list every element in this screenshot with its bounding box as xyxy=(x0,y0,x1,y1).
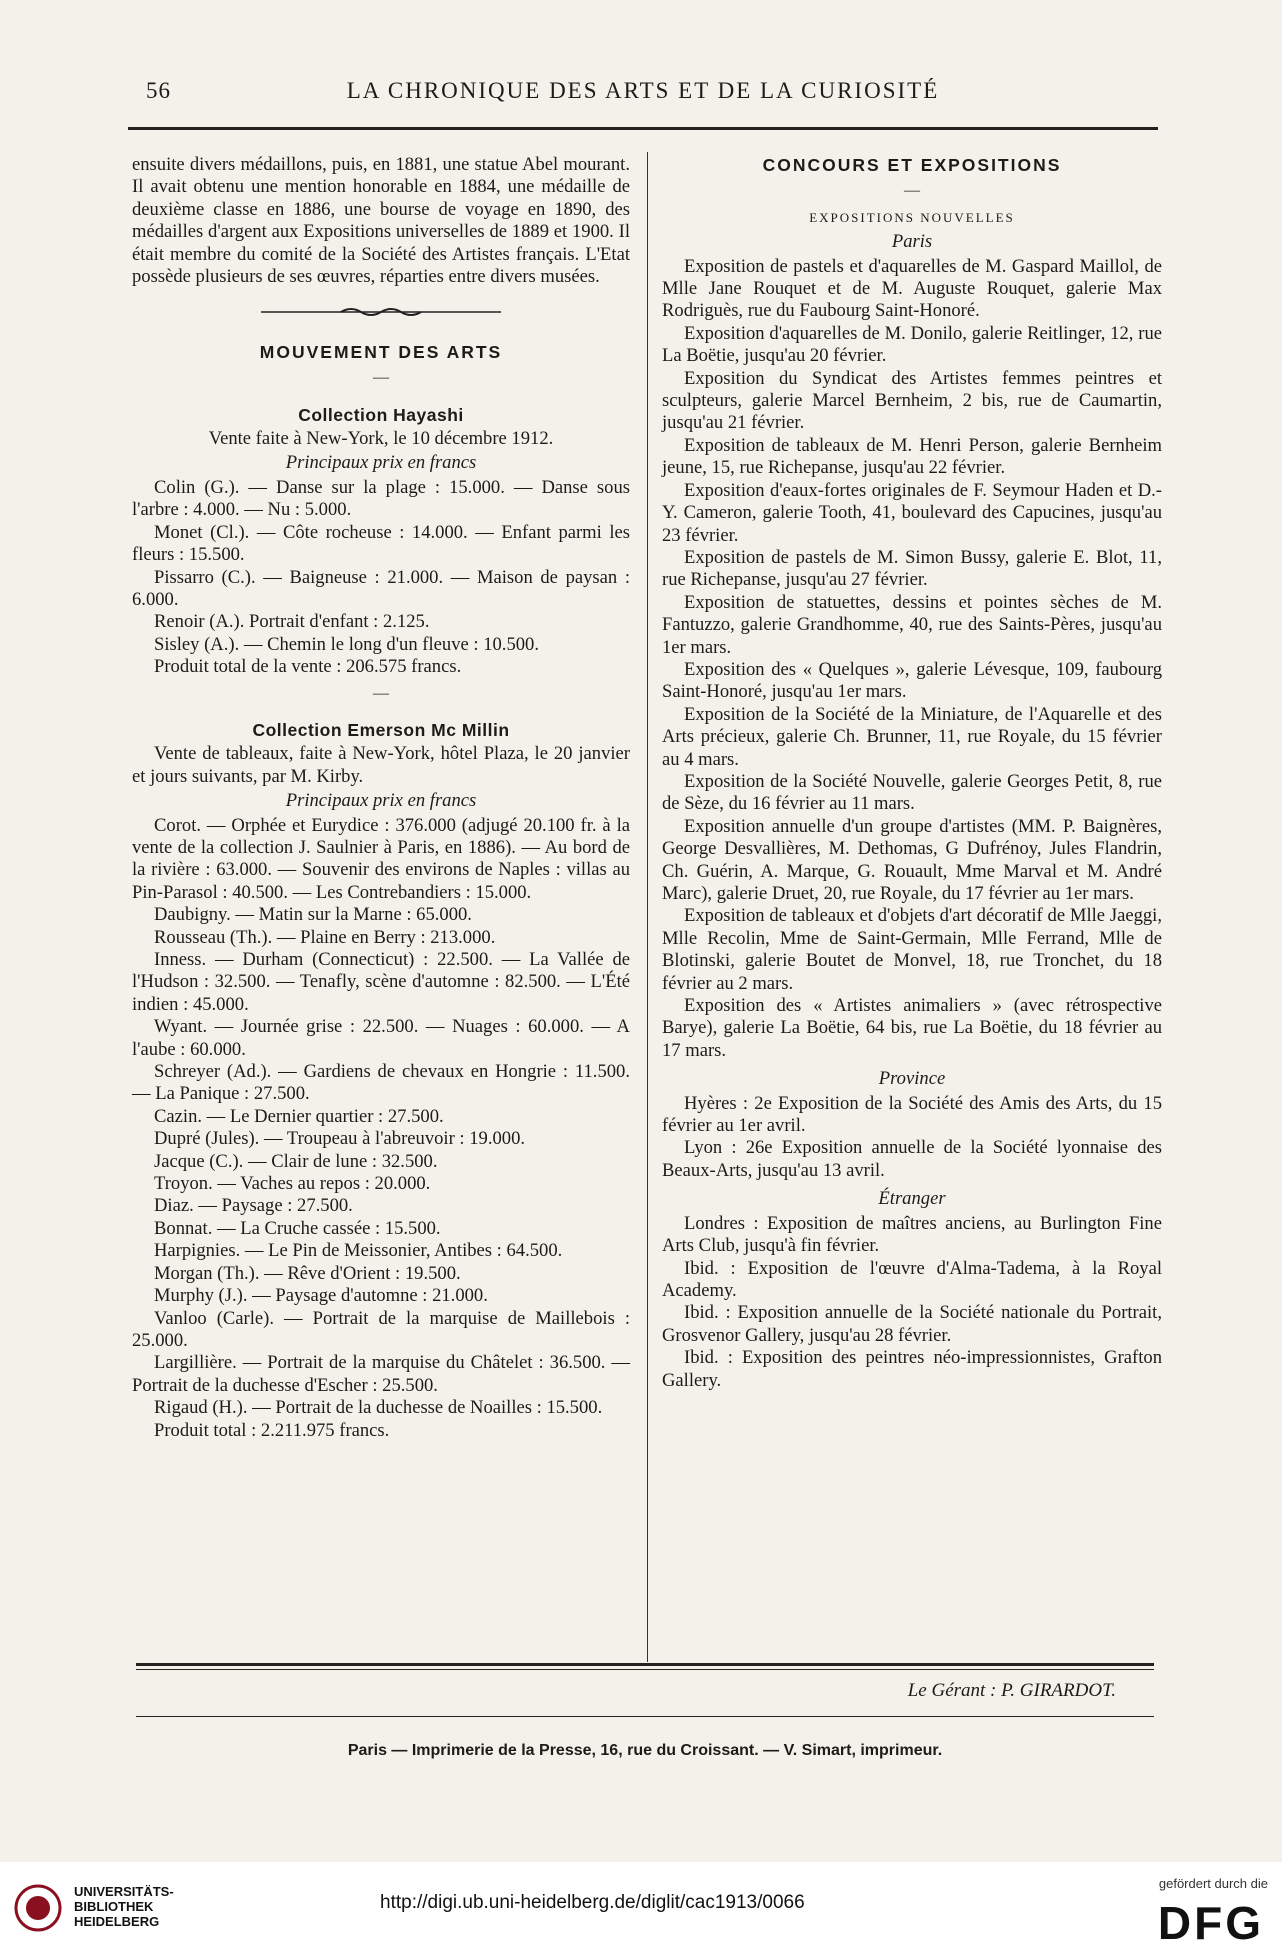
exhibition-entry: Ibid. : Exposition des peintres néo-impressionnistes, Grafton Gallery. xyxy=(662,1347,1162,1391)
price-entry: Troyon. — Vaches au repos : 20.000. xyxy=(154,1173,431,1195)
mcmillin-total: Produit total : 2.211.975 francs. xyxy=(154,1419,390,1441)
exhibition-entry: Exposition d'eaux-fortes originales de F. Seymour Haden et D.-Y. Cameron, galerie Tooth, 41, boulevard des Capucines, jusqu'au 23 février. xyxy=(662,479,1162,546)
section-title-concours: CONCOURS ET EXPOSITIONS xyxy=(762,155,1062,175)
library-line: BIBLIOTHEK xyxy=(74,1899,154,1914)
flourish-icon xyxy=(261,306,501,318)
library-name xyxy=(74,1884,174,1929)
exhibition-entry: Exposition de la Société Nouvelle, galerie Georges Petit, 8, rue de Sèze, du 16 février au 11 mars. xyxy=(662,770,1162,815)
collection-mcmillin-title: Collection Emerson Mc Millin xyxy=(252,719,510,740)
exhibition-entry: Exposition de tableaux de M. Henri Person, galerie Bernheim jeune, 15, rue Richepanse, jusqu'au 22 février. xyxy=(662,434,1162,479)
price-entry: Colin (G.). — Danse sur la plage : 15.000. — Danse sous l'arbre : 4.000. — Nu : 5.000. xyxy=(132,476,630,521)
ornament-divider xyxy=(132,302,630,324)
exhibition-entry: Lyon : 26e Exposition annuelle de la Société lyonnaise des Beaux-Arts, jusqu'au 13 avril. xyxy=(662,1137,1162,1181)
mcmillin-sale-info: Vente de tableaux, faite à New-York, hôtel Plaza, le 20 janvier et jours suivants, par M. Kirby. xyxy=(132,743,630,787)
university-seal-icon xyxy=(14,1884,62,1937)
price-entry: Cazin. — Le Dernier quartier : 27.500. xyxy=(154,1105,444,1127)
price-entry: Morgan (Th.). — Rêve d'Orient : 19.500. xyxy=(154,1262,461,1284)
header-rule xyxy=(128,127,1158,130)
funded-by-label: gefördert durch die xyxy=(1158,1876,1268,1891)
subsection-expositions: EXPOSITIONS NOUVELLES xyxy=(809,209,1015,225)
price-entry: Monet (Cl.). — Côte rocheuse : 14.000. — Enfant parmi les fleurs : 15.500. xyxy=(132,521,630,566)
section-title-mouvement: MOUVEMENT DES ARTS xyxy=(259,341,503,362)
mcmillin-subtitle: Principaux prix en francs xyxy=(285,790,477,812)
imprint-rule xyxy=(136,1716,1154,1717)
exhibition-entry: Exposition annuelle d'un groupe d'artistes (MM. P. Baignères, George Desvallières, M. Dethomas, G Dufrénoy, Jules Flandrin, Ch. Guérin, A. Marque, G. Rouault, Mme Marval et M. André Marc), galerie Druet, 20, rue Royale, du 17 février au 1er mars. xyxy=(662,815,1162,904)
price-entry: Pissarro (C.). — Baigneuse : 21.000. — Maison de paysan : 6.000. xyxy=(132,566,630,610)
price-entry: Bonnat. — La Cruche cassée : 15.500. xyxy=(154,1217,441,1239)
library-line: UNIVERSITÄTS- xyxy=(74,1884,174,1899)
exhibition-entry: Exposition de statuettes, dessins et pointes sèches de M. Fantuzzo, galerie Grandhomme, 40, rue des Saints-Pères, jusqu'au 1er mars. xyxy=(662,591,1162,658)
price-entry: Renoir (A.). Portrait d'enfant : 2.125. xyxy=(154,611,430,633)
exhibition-entry: Londres : Exposition de maîtres anciens, au Burlington Fine Arts Club, jusqu'à fin février. xyxy=(662,1212,1162,1257)
dash-divider: — xyxy=(904,182,920,200)
gerant-signature: Le Gérant : P. GIRARDOT. xyxy=(907,1680,1116,1701)
library-line: HEIDELBERG xyxy=(74,1914,160,1929)
price-entry: Sisley (A.). — Chemin le long d'un fleuve : 10.500. xyxy=(154,633,539,655)
price-entry: Inness. — Durham (Connecticut) : 22.500. — La Vallée de l'Hudson : 32.500. — Tenafly, scène d'automne : 82.500. — L'Été indien : 45.000. xyxy=(132,949,630,1015)
end-rule xyxy=(136,1663,1154,1666)
price-entry: Dupré (Jules). — Troupeau à l'abreuvoir : 19.000. xyxy=(154,1128,526,1150)
left-column xyxy=(132,154,630,1442)
exhibition-entry: Exposition du Syndicat des Artistes femmes peintres et sculpteurs, galerie Marcel Bernheim, 2 bis, rue de Caumartin, jusqu'au 21 février. xyxy=(662,367,1162,434)
exhibition-entry: Ibid. : Exposition de l'œuvre d'Alma-Tadema, à la Royal Academy. xyxy=(662,1257,1162,1301)
price-entry: Vanloo (Carle). — Portrait de la marquise de Maillebois : 25.000. xyxy=(132,1307,630,1351)
price-entry: Murphy (J.). — Paysage d'automne : 21.000. xyxy=(154,1285,488,1307)
running-title: LA CHRONIQUE DES ARTS ET DE LA CURIOSITÉ xyxy=(346,78,940,103)
dash-divider: — xyxy=(373,684,389,702)
permalink-url[interactable]: http://digi.ub.uni-heidelberg.de/diglit/cac1913/0066 xyxy=(380,1892,805,1913)
page-number: 56 xyxy=(146,78,171,103)
end-rule xyxy=(136,1669,1154,1670)
heading-province: Province xyxy=(878,1068,946,1090)
digitization-footer xyxy=(0,1862,1282,1954)
price-entry: Jacque (C.). — Clair de lune : 32.500. xyxy=(154,1150,438,1172)
exhibition-entry: Exposition de la Société de la Miniature, de l'Aquarelle et des Arts précieux, galerie Ch. Brunner, 11, rue Royale, du 15 février au 4 mars. xyxy=(662,703,1162,770)
collection-hayashi-title: Collection Hayashi xyxy=(298,404,464,425)
exhibition-entry: Ibid. : Exposition annuelle de la Société nationale du Portrait, Grosvenor Gallery, jusqu'au 28 février. xyxy=(662,1302,1162,1346)
hayashi-subtitle: Principaux prix en francs xyxy=(285,452,477,474)
price-entry: Wyant. — Journée grise : 22.500. — Nuages : 60.000. — A l'aube : 60.000. xyxy=(132,1016,630,1060)
price-entry: Rousseau (Th.). — Plaine en Berry : 213.000. xyxy=(154,926,496,948)
running-header xyxy=(128,78,1158,108)
column-divider xyxy=(647,152,648,1662)
obituary-continuation: ensuite divers médaillons, puis, en 1881, une statue Abel mourant. Il avait obtenu une mention honorable en 1884, une médaille de deuxième classe en 1886, une bourse de voyage en 1890, des médailles d'argent aux Expositions universelles de 1889 et 1900. Il était membre du comité de la Société des Artistes français. L'Etat possède plusieurs de ses œuvres, réparties entre divers musées. xyxy=(132,154,630,288)
exhibition-entry: Exposition de pastels et d'aquarelles de M. Gaspard Maillol, de Mlle Jane Rouquet et de M. Auguste Rouquet, galerie Max Rodriguès, rue du Faubourg Saint-Honoré. xyxy=(662,255,1162,322)
hayashi-total: Produit total de la vente : 206.575 francs. xyxy=(154,656,462,678)
price-entry: Daubigny. — Matin sur la Marne : 65.000. xyxy=(154,904,472,926)
price-entry: Harpignies. — Le Pin de Meissonier, Antibes : 64.500. xyxy=(154,1240,563,1262)
heading-paris: Paris xyxy=(891,231,933,253)
dfg-logo: DFG xyxy=(1157,1897,1264,1949)
price-entry: Diaz. — Paysage : 27.500. xyxy=(154,1195,353,1217)
price-entry: Rigaud (H.). — Portrait de la duchesse de Noailles : 15.500. xyxy=(154,1397,603,1419)
hayashi-sale-info: Vente faite à New-York, le 10 décembre 1912. xyxy=(208,428,554,450)
price-entry: Schreyer (Ad.). — Gardiens de chevaux en Hongrie : 11.500. — La Panique : 27.500. xyxy=(132,1061,630,1105)
right-column xyxy=(662,154,1162,1392)
exhibition-entry: Exposition de pastels de M. Simon Bussy, galerie E. Blot, 11, rue Richepanse, jusqu'au 27 février. xyxy=(662,546,1162,591)
exhibition-entry: Exposition de tableaux et d'objets d'art décoratif de Mlle Jaeggi, Mlle Recolin, Mme de Saint-Germain, Mlle Ferrand, Mlle de Blotinski, galerie Boutet de Monvel, 18, rue Tronchet, du 18 février au 2 mars. xyxy=(662,905,1162,994)
price-entry: Corot. — Orphée et Eurydice : 376.000 (adjugé 20.100 fr. à la vente de la collection J. Saulnier à Paris, en 1886). — Au bord de la rivière : 63.000. — Souvenir des environs de Naples : villas au Pin-Parasol : 40.500. — Les Contrebandiers : 15.000. xyxy=(132,814,630,903)
price-entry: Largillière. — Portrait de la marquise du Châtelet : 36.500. — Portrait de la duchesse d'Escher : 25.500. xyxy=(132,1352,630,1396)
exhibition-entry: Exposition des « Artistes animaliers » (avec rétrospective Barye), galerie La Boëtie, 64 bis, rue La Boëtie, du 18 février au 17 mars. xyxy=(662,995,1162,1061)
dash-divider: — xyxy=(373,369,389,387)
exhibition-entry: Hyères : 2e Exposition de la Société des Amis des Arts, du 15 février au 1er avril. xyxy=(662,1092,1162,1137)
heading-etranger: Étranger xyxy=(878,1188,946,1210)
printer-imprint: Paris — Imprimerie de la Presse, 16, rue du Croissant. — V. Simart, imprimeur. xyxy=(347,1742,943,1759)
exhibition-entry: Exposition d'aquarelles de M. Donilo, galerie Reitlinger, 12, rue La Boëtie, jusqu'au 20 février. xyxy=(662,322,1162,367)
exhibition-entry: Exposition des « Quelques », galerie Lévesque, 109, faubourg Saint-Honoré, jusqu'au 1er mars. xyxy=(662,658,1162,703)
